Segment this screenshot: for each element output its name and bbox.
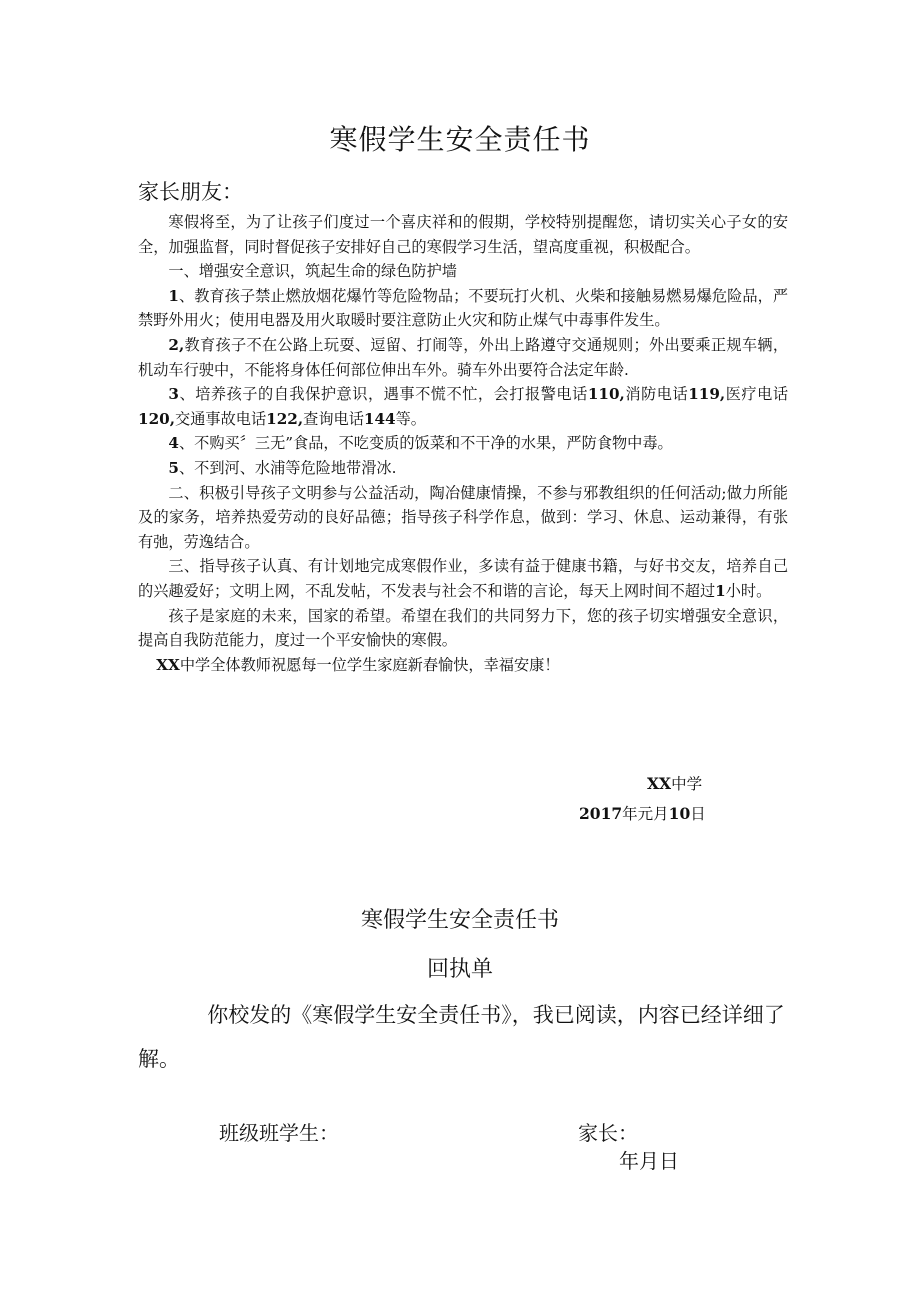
section-3-text: 三、指导孩子认真、有计划地完成寒假作业，多读有益于健康书籍，与好书交友，培养自己的兴趣爱好；文明上网，不乱发帖，不发表与社会不和谐的言论，每天上网时间不超过 [138, 557, 788, 600]
item-1-text: 、教育孩子禁止燃放烟花爆竹等危险物品；不要玩打火机、火柴和接触易燃易爆危险品，严禁野外用火；使用电器及用火取暖时要注意防止火灾和防止煤气中毒事件发生。 [138, 286, 788, 330]
item-3-number: 3 [168, 385, 179, 404]
item-4-text: 、不购买〞三无”食品，不吃变质的饭菜和不干净的水果，严防食物中毒。 [178, 434, 673, 453]
date-field-label: 年月日 [619, 1149, 679, 1173]
item-4-number: 4 [168, 434, 179, 453]
medical-number: 120, [138, 409, 175, 428]
document-title: 寒假学生安全责任书 [329, 123, 591, 156]
letter-body [138, 210, 788, 677]
item-3-text: 等。 [395, 409, 426, 428]
receipt-subtitle: 回执单 [426, 957, 493, 982]
signature-school [647, 772, 702, 794]
receipt-body [138, 993, 788, 1081]
signature-date-text: 年元月 [622, 805, 669, 823]
inquiry-number: 144 [363, 409, 396, 428]
item-1 [138, 284, 788, 333]
item-3-text: 交通事故电话 [175, 409, 267, 428]
item-5-text: 、不到河、水浦等危险地带滑冰. [178, 458, 397, 477]
receipt-body-text: 你校发的《寒假学生安全责任书》，我已阅读，内容已经详细了解。 [138, 1003, 785, 1071]
intro-paragraph: 寒假将至，为了让孩子们度过一个喜庆祥和的假期，学校特别提醒您，请切实关心子女的安全，加强监督，同时督促孩子安排好自己的寒假学习生活，望高度重视，积极配合。 [138, 213, 788, 256]
signature-day: 10 [668, 804, 691, 823]
section-2-paragraph: 二、积极引导孩子文明参与公益活动，陶冶健康情操，不参与邪教组织的任何活动;做力所能及的家务，培养热爱劳动的良好品德；指导孩子科学作息，做到：学习、休息、运动兼得，有张有弛，劳逸结合。 [138, 483, 788, 551]
item-3-text: 、培养孩子的自我保护意识，遇事不慌不忙，会打报警电话 [178, 385, 588, 404]
hours-number: 1 [715, 581, 726, 600]
student-field-label: 班级班学生： [219, 1121, 339, 1145]
item-1-number: 1 [168, 286, 179, 305]
section-3-paragraph [138, 554, 788, 603]
closing-line [138, 653, 788, 678]
closing-text: 中学全体教师祝愿每一位学生家庭新春愉快，幸福安康！ [179, 655, 560, 674]
salutation: 家长朋友： [138, 180, 243, 204]
item-2-number: 2, [168, 335, 185, 354]
item-3-text: 医疗电话 [725, 385, 789, 404]
item-3-text: 查询电话 [303, 409, 364, 428]
item-2 [138, 333, 788, 382]
section-1-heading: 一、增强安全意识，筑起生命的绿色防护墙 [168, 262, 457, 281]
signature-date-end: 日 [690, 805, 706, 823]
signature-year: 2017 [579, 804, 623, 823]
item-5-number: 5 [168, 458, 179, 477]
signature-date [579, 802, 706, 824]
conclusion-paragraph: 孩子是家庭的未来，国家的希望。希望在我们的共同努力下，您的孩子切实增强安全意识，提高自我防范能力，度过一个平安愉快的寒假。 [138, 606, 788, 650]
police-number: 110, [587, 385, 625, 404]
receipt-title: 寒假学生安全责任书 [360, 908, 559, 933]
parent-field-label: 家长： [578, 1121, 638, 1145]
signature-school-code: XX [647, 774, 672, 793]
traffic-number: 122, [266, 409, 304, 428]
item-2-text: 教育孩子不在公路上玩耍、逗留、打闹等，外出上路遵守交通规则；外出要乘正规车辆，机动车行驶中，不能将身体任何部位伸出车外。骑车外出要符合法定年龄. [138, 335, 788, 379]
section-3-end: 小时。 [725, 581, 772, 600]
item-4 [138, 431, 788, 456]
item-3-text: 消防电话 [624, 385, 689, 404]
closing-school-code: XX [156, 655, 180, 674]
item-5 [138, 456, 788, 481]
signature-school-name: 中学 [671, 775, 703, 793]
fire-number: 119, [688, 385, 726, 404]
item-3 [138, 382, 788, 431]
